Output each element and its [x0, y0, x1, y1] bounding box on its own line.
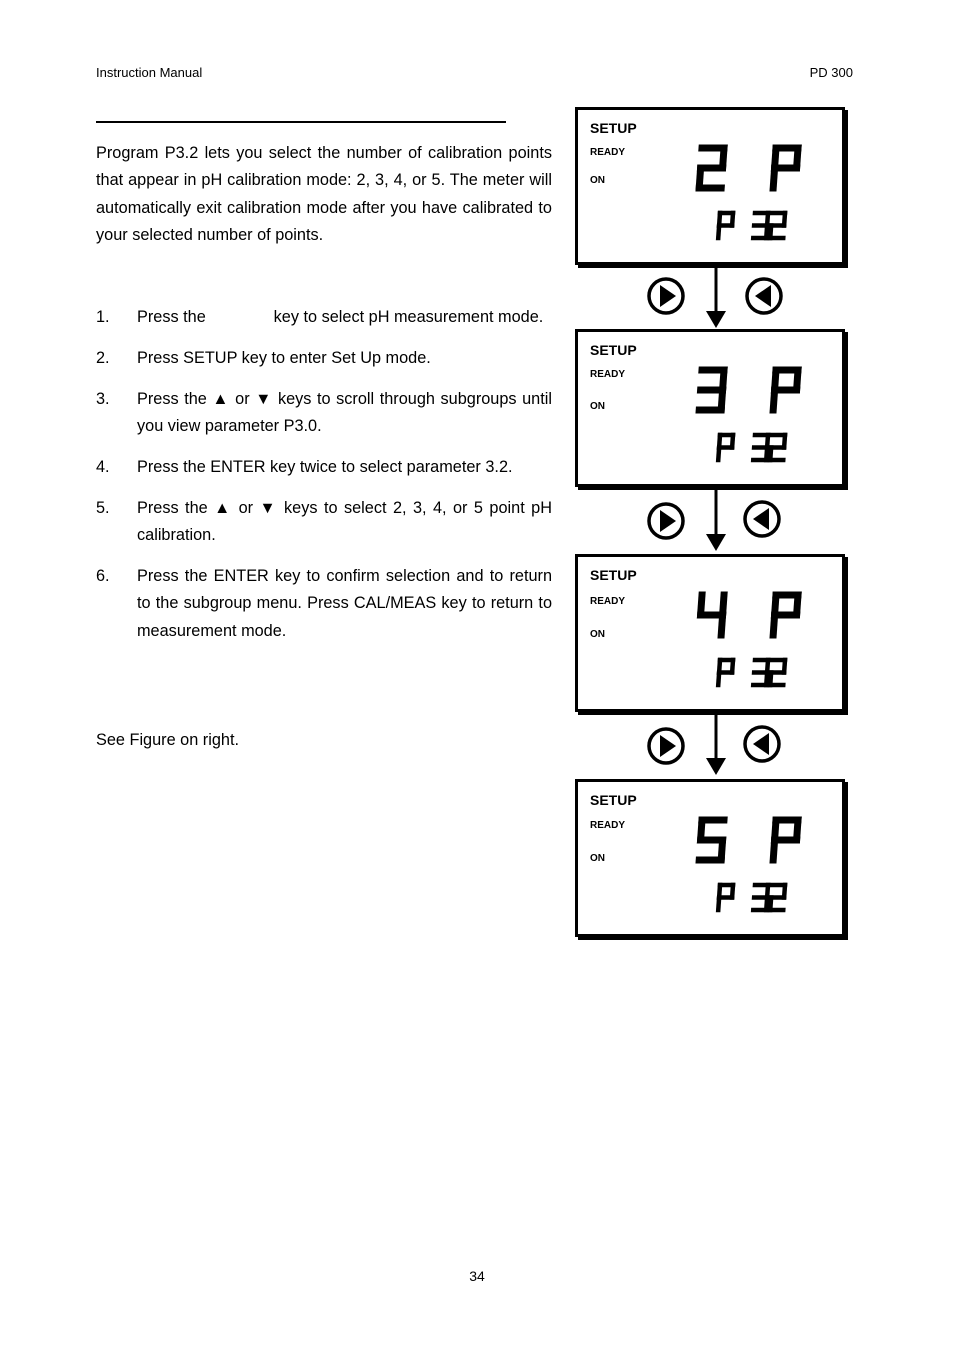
lcd-digit-1: [773, 370, 798, 410]
list-item: [96, 495, 558, 550]
ready-label: READY: [590, 369, 626, 380]
parameter-readout: [714, 878, 804, 918]
nav-graphic: [644, 711, 784, 777]
list-item: [96, 454, 558, 481]
main-readout: [694, 802, 814, 872]
title-rule: [96, 121, 506, 123]
lcd-digit-0: [699, 370, 724, 410]
setup-label: SETUP: [590, 120, 637, 136]
navigation-arrows-2: [644, 487, 784, 553]
down-arrow-icon: [706, 711, 726, 775]
step-number: 2.: [96, 348, 110, 367]
navigation-arrows-3: [644, 711, 784, 777]
setup-label: SETUP: [590, 792, 637, 808]
list-item: [96, 386, 558, 441]
lcd-digit-1: [753, 435, 768, 460]
left-arrow-button-icon: [747, 279, 781, 313]
lcd-digit-0: [699, 148, 724, 188]
intro-paragraph: Program P3.2 lets you select the number of calibration points that appear in pH calibration mode: 2, 3, 4, or 5. The meter will automatically exit calibration mode after you have calibrated to your selected number of points.: [96, 144, 552, 244]
step-text: Press the key to select pH measurement mode.: [137, 308, 544, 326]
step-number: 4.: [96, 457, 110, 476]
lcd-digit-0: [718, 213, 733, 238]
parameter-readout: [714, 206, 804, 246]
list-item: [96, 563, 558, 645]
step-number: 1.: [96, 308, 110, 326]
lcd-digit-2: [770, 660, 785, 685]
parameter-readout: [714, 428, 804, 468]
page-number: 34: [469, 1268, 485, 1284]
step-text: Press SETUP key to enter Set Up mode.: [137, 348, 431, 367]
step-number: 3.: [96, 389, 110, 408]
left-arrow-button-icon: [745, 502, 779, 536]
lcd-digit-2: [770, 885, 785, 910]
nav-graphic: [644, 487, 784, 553]
step-text: Press the ▲ or ▼ keys to scroll through subgroups until you view parameter P3.0.: [137, 389, 552, 436]
step-text: Press the ENTER key twice to select parameter 3.2.: [137, 457, 513, 476]
header-right: PD 300: [809, 65, 853, 80]
right-arrow-button-icon: [649, 279, 683, 313]
lcd-digit-1: [753, 660, 768, 685]
lcd-digit-2: [770, 435, 785, 460]
step-number: 5.: [96, 498, 110, 517]
lcd-digit-0: [718, 885, 733, 910]
lcd-digit-0: [718, 435, 733, 460]
right-arrow-button-icon: [649, 729, 683, 763]
step-number: 6.: [96, 567, 110, 586]
on-label: ON: [590, 629, 605, 640]
on-label: ON: [590, 175, 605, 186]
lcd-digit-2: [770, 213, 785, 238]
lcd-digit-0: [699, 595, 724, 635]
setup-label: SETUP: [590, 342, 637, 358]
lcd-digit-1: [753, 885, 768, 910]
see-figure-note: See Figure on right.: [96, 731, 239, 749]
main-readout: [694, 577, 814, 647]
on-label: ON: [590, 401, 605, 412]
nav-graphic: [644, 264, 784, 330]
step-text: Press the ▲ or ▼ keys to select 2, 3, 4, or 5 point pH calibration.: [137, 498, 552, 545]
down-arrow-icon: [706, 487, 726, 551]
lcd-digit-1: [753, 213, 768, 238]
navigation-arrows-1: [644, 264, 784, 330]
steps-list: [96, 304, 558, 659]
list-item: [96, 345, 558, 372]
lcd-digit-0: [718, 660, 733, 685]
lcd-display-2: [575, 329, 845, 487]
parameter-readout: [714, 653, 804, 693]
lcd-display-4: [575, 779, 845, 937]
lcd-digit-1: [773, 820, 798, 860]
ready-label: READY: [590, 147, 626, 158]
lcd-display-1: [575, 107, 845, 265]
main-readout: [694, 130, 814, 200]
lcd-digit-0: [699, 820, 724, 860]
step-text: Press the ENTER key to confirm selection and to return to the subgroup menu. Press CAL/MEAS key to return to measurement mode.: [137, 567, 552, 640]
ready-label: READY: [590, 820, 626, 831]
lcd-display-3: [575, 554, 845, 712]
right-arrow-button-icon: [649, 504, 683, 538]
list-item: [96, 304, 558, 331]
lcd-digit-1: [773, 595, 798, 635]
setup-label: SETUP: [590, 567, 637, 583]
ready-label: READY: [590, 596, 626, 607]
main-readout: [694, 352, 814, 422]
lcd-digit-1: [773, 148, 798, 188]
header-left: Instruction Manual: [96, 65, 203, 80]
on-label: ON: [590, 853, 605, 864]
down-arrow-icon: [706, 264, 726, 328]
left-arrow-button-icon: [745, 727, 779, 761]
